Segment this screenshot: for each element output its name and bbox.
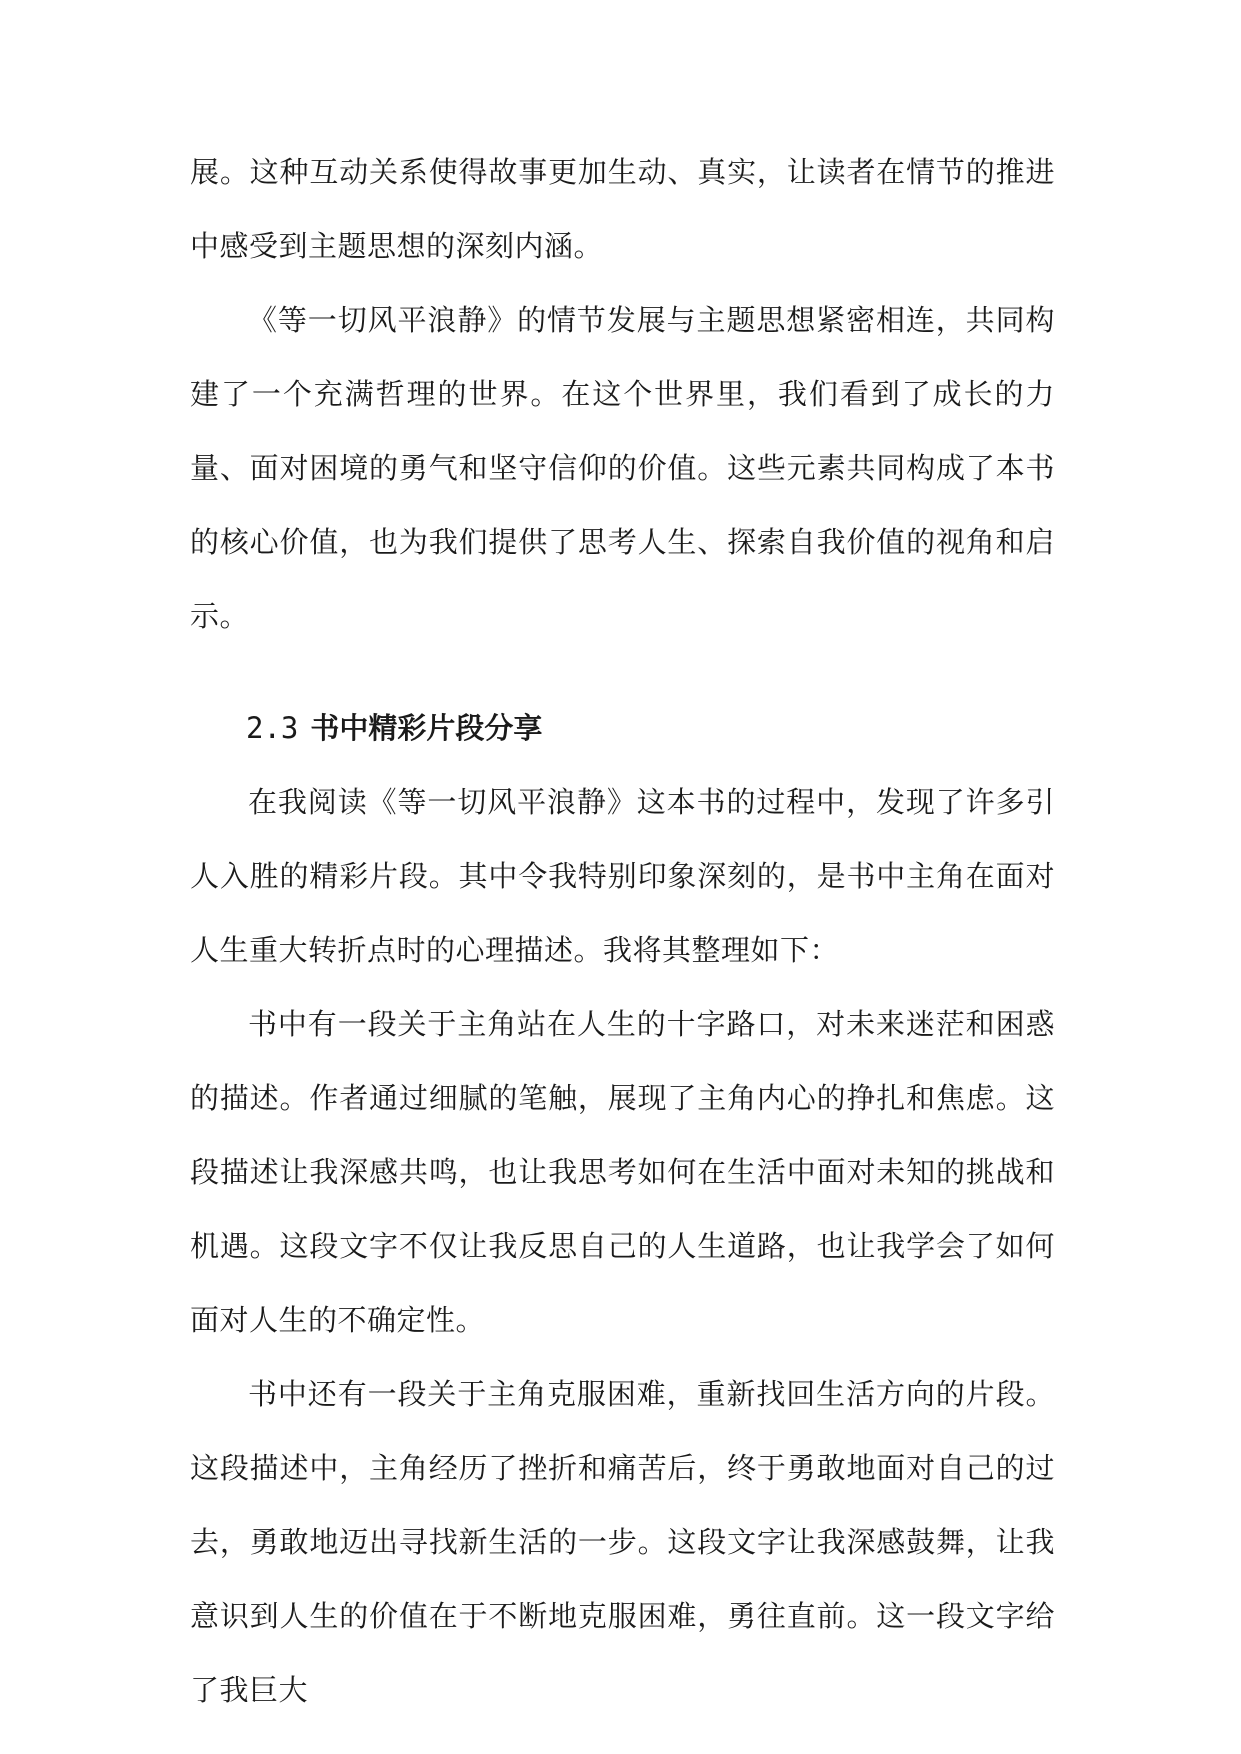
paragraph-crossroads-excerpt: 书中有一段关于主角站在人生的十字路口，对未来迷茫和困惑的描述。作者通过细腻的笔触，展现了主角内心的挣扎和焦虑。这段描述让我深感共鸣，也让我思考如何在生活中面对未知的挑战和机遇。这段文字不仅让我反思自己的人生道路，也让我学会了如何面对人生的不确定性。 (190, 1007, 1055, 1337)
paragraph-intro-excerpts: 在我阅读《等一切风平浪静》这本书的过程中，发现了许多引人入胜的精彩片段。其中令我特别印象深刻的，是书中主角在面对人生重大转折点时的心理描述。我将其整理如下： (190, 785, 1055, 967)
paragraph-overcoming-excerpt: 书中还有一段关于主角克服困难，重新找回生活方向的片段。这段描述中，主角经历了挫折和痛苦后，终于勇敢地面对自己的过去，勇敢地迈出寻找新生活的一步。这段文字让我深感鼓舞，让我意识到人生的价值在于不断地克服困难，勇往直前。这一段文字给了我巨大 (190, 1377, 1055, 1707)
document-page (190, 135, 1055, 1727)
section-title: 书中精彩片段分享 (310, 711, 543, 745)
section-number: 2.3 (246, 711, 299, 745)
section-heading (190, 691, 1055, 765)
paragraph-continuation: 展。这种互动关系使得故事更加生动、真实，让读者在情节的推进中感受到主题思想的深刻内涵。 (190, 155, 1055, 263)
paragraph-plot-theme: 《等一切风平浪静》的情节发展与主题思想紧密相连，共同构建了一个充满哲理的世界。在这个世界里，我们看到了成长的力量、面对困境的勇气和坚守信仰的价值。这些元素共同构成了本书的核心价值，也为我们提供了思考人生、探索自我价值的视角和启示。 (190, 303, 1055, 633)
